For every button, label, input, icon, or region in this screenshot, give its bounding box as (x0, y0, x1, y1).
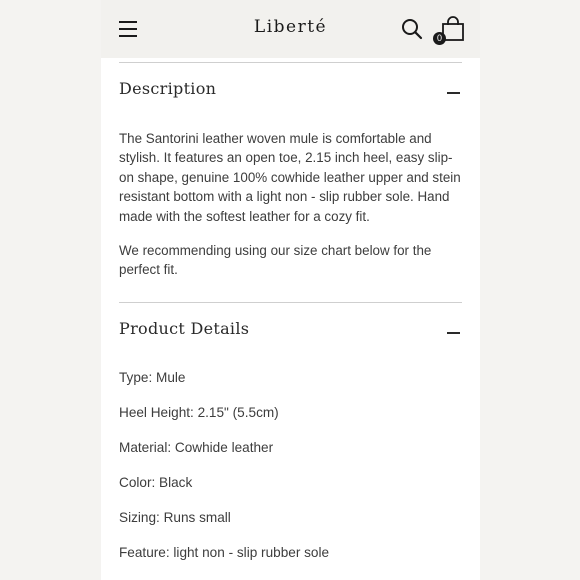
search-icon[interactable] (401, 18, 423, 40)
product-details-heading[interactable]: Product Details (119, 319, 250, 338)
collapse-description-icon[interactable] (447, 92, 460, 94)
shopping-bag-icon[interactable] (436, 16, 465, 44)
collapse-product-details-icon[interactable] (447, 332, 460, 334)
description-paragraph-2: We recommending using our size chart below for the perfect fit. (119, 243, 432, 278)
section-divider (119, 302, 462, 303)
cart-count-badge: 0 (433, 32, 446, 45)
section-divider (119, 62, 462, 63)
description-paragraph-1: The Santorini leather woven mule is comfortable and stylish. It features an open toe, 2.15 inch heel, easy slip-on shape, genuine 100% cowhide leather upper and stein resistant bottom with a light non - slip rubber sole. Hand made with the softest leather for a cozy fit. (119, 131, 461, 224)
site-header (101, 0, 480, 58)
detail-item: Type: Mule (119, 370, 186, 385)
product-page (101, 0, 480, 580)
store-logo[interactable]: Liberté (253, 17, 328, 37)
detail-item: Sizing: Runs small (119, 510, 231, 525)
description-heading[interactable]: Description (119, 79, 217, 98)
detail-item: Feature: light non - slip rubber sole (119, 545, 330, 560)
detail-item: Color: Black (119, 475, 193, 490)
detail-item: Material: Cowhide leather (119, 440, 274, 455)
detail-item: Heel Height: 2.15" (5.5cm) (119, 405, 279, 420)
